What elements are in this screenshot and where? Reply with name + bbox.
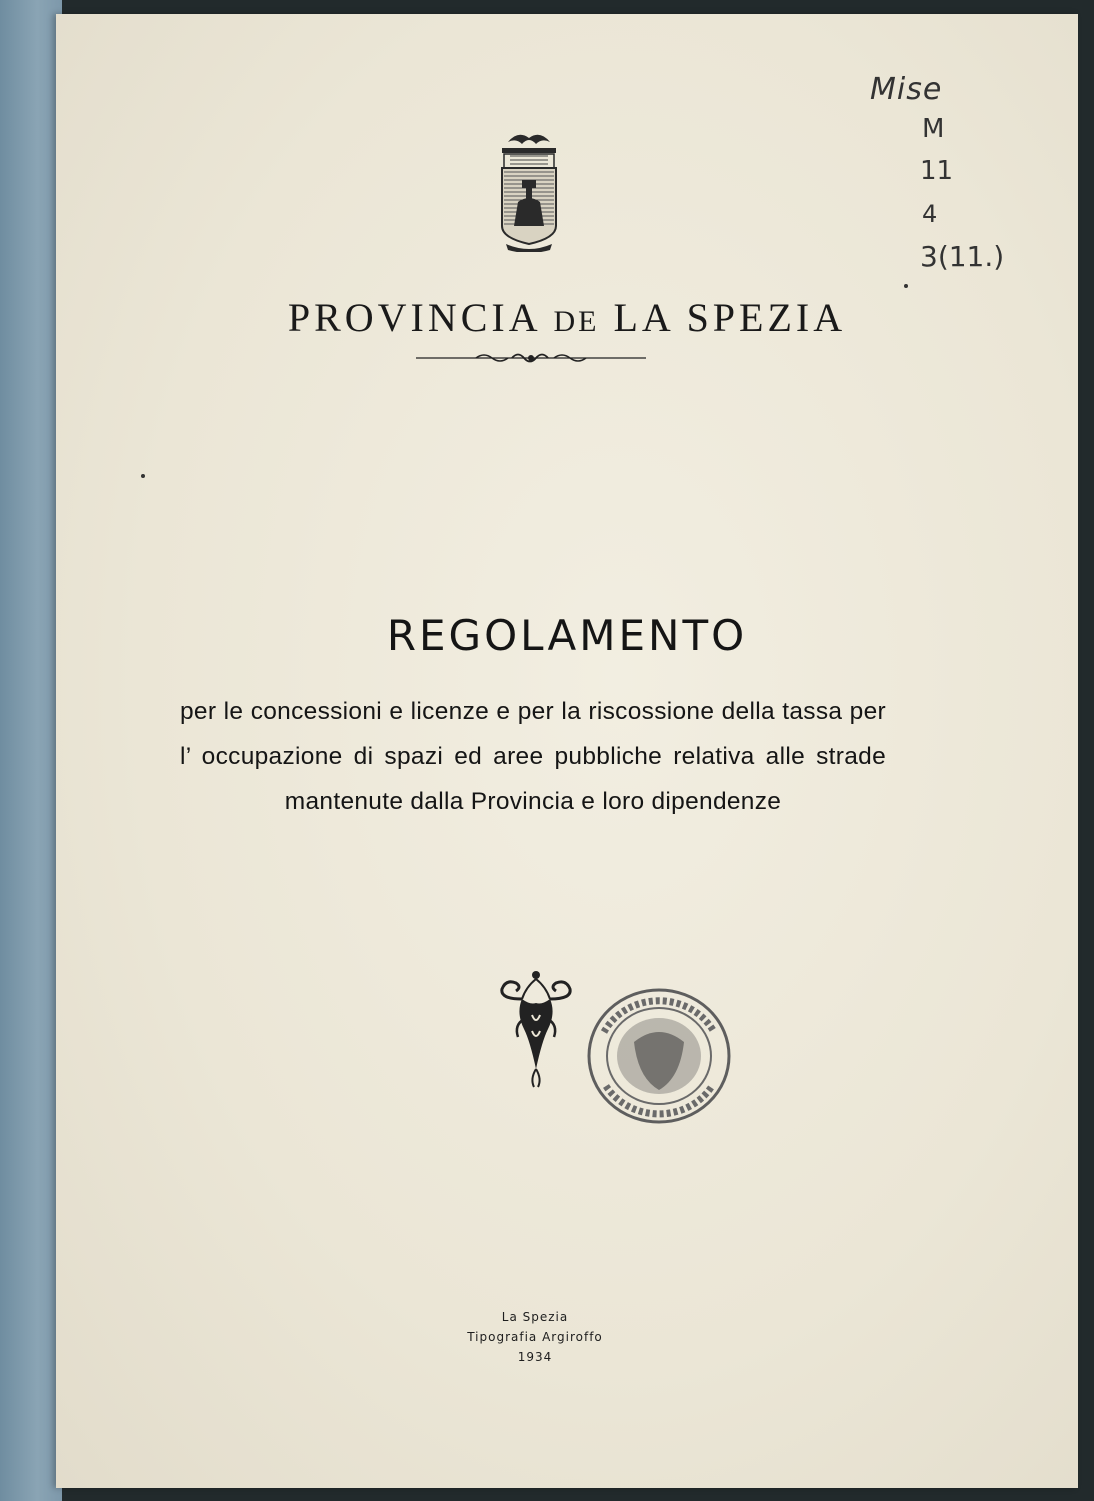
province-title	[56, 294, 1078, 341]
ink-speck	[141, 474, 145, 478]
show-through-text	[136, 454, 996, 483]
ornamental-divider-icon	[416, 352, 646, 364]
library-stamp-icon	[584, 982, 734, 1130]
title-word: SPEZIA	[686, 295, 847, 340]
title-word: PROVINCIA	[287, 295, 540, 340]
handwritten-note: M	[922, 114, 945, 144]
imprint-year: 1934	[517, 1350, 553, 1364]
handwritten-notes	[862, 72, 1022, 292]
imprint-printer: Tipografia Argiroffo	[467, 1330, 603, 1344]
floral-ornament-icon	[496, 969, 576, 1089]
title-word: LA	[613, 295, 673, 340]
handwritten-note: 3(11.)	[920, 240, 1005, 273]
document-title: REGOLAMENTO	[386, 611, 748, 660]
title-word: DE	[553, 305, 600, 338]
ink-speck	[904, 284, 908, 288]
coat-of-arms-icon	[498, 130, 560, 252]
imprint-city: La Spezia	[501, 1310, 569, 1324]
imprint	[456, 1307, 614, 1367]
handwritten-note: Mise	[870, 72, 943, 107]
blue-cover-edge	[0, 0, 62, 1501]
document-page	[56, 14, 1078, 1488]
handwritten-note: 4	[922, 200, 938, 228]
document-subtitle: per le concessioni e licenze e per la riscossione della tassa per l’ occupazione di spazi ed aree pubbliche relativa alle strade mantenute dalla Provincia e loro dipendenze	[180, 698, 886, 815]
handwritten-note: 11	[920, 156, 954, 186]
